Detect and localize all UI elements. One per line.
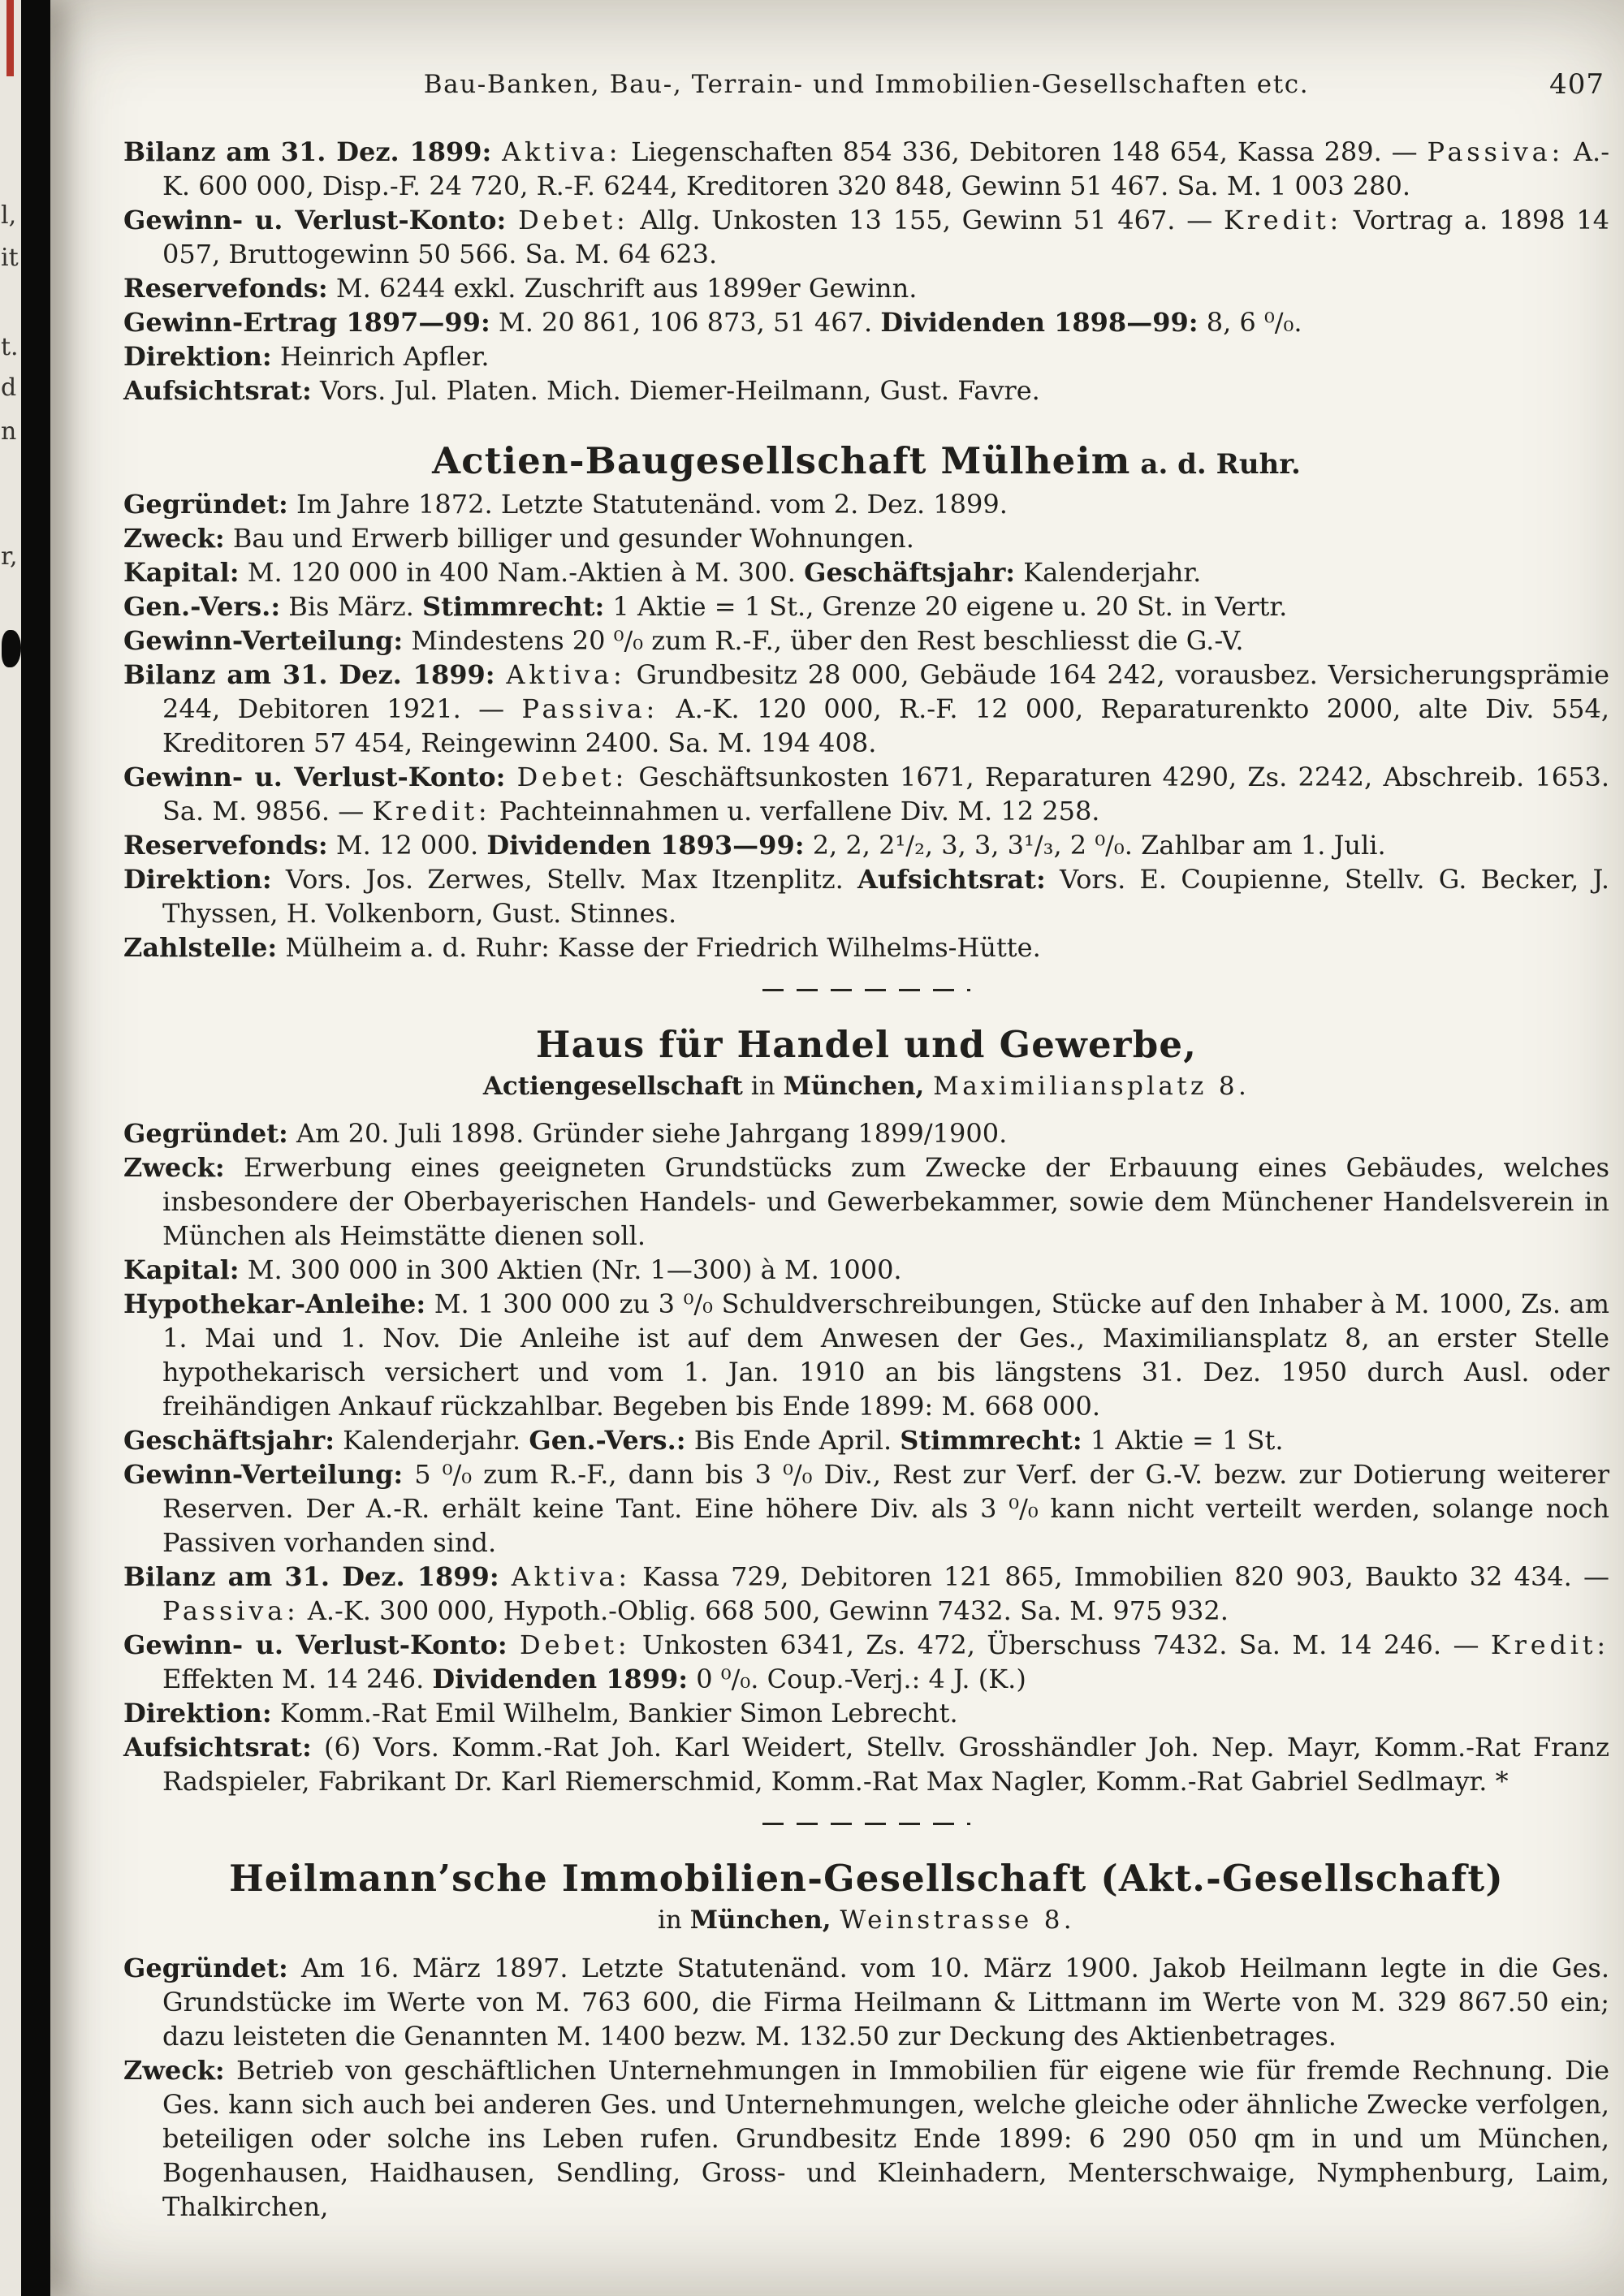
text-run: Kredit: <box>1490 1629 1610 1661</box>
margin-bleed-char: n <box>1 417 17 446</box>
text-run: Gen.-Vers.: <box>123 590 281 622</box>
text-run: Reservefonds: <box>123 829 328 861</box>
entry-paragraph <box>123 1457 1609 1560</box>
entry-paragraph <box>123 373 1609 408</box>
text-run: Am 20. Juli 1898. Gründer siehe Jahrgang 1899/1900. <box>287 1118 1008 1150</box>
heading-run: Actien-Baugesellschaft Mülheim <box>432 439 1131 482</box>
entry-paragraph <box>123 624 1609 658</box>
text-run: Geschäftsunkosten 1671, Reparaturen 4290, Zs. 2242, Abschreib. 1653. Sa. M. 9856. — <box>162 761 1610 826</box>
text-run: Gewinn-Verteilung: <box>123 624 404 656</box>
text-run: Am 16. März 1897. Letzte Statutenänd. vom 10. März 1900. Jakob Heilmann legte in die Ges. Grundstücke im Werte von M. 763 600, die Firma Heilmann & Littmann im Werte von M. 329 867.50 ein; dazu leisteten die Genannten M. 1400 bezw. M. 132.50 zur Deckung des Aktienbetrages. <box>162 1952 1609 2052</box>
heading-run: München, <box>689 1905 840 1935</box>
heading-run: Maximiliansplatz 8. <box>933 1071 1250 1101</box>
heading-run: a. d. Ruhr. <box>1130 448 1301 481</box>
entry-paragraph <box>123 555 1609 589</box>
heading-run: Haus für Handel und Gewerbe, <box>535 1022 1198 1066</box>
entry-paragraph <box>123 658 1609 760</box>
entry-paragraph <box>123 1730 1609 1798</box>
page-body <box>123 135 1609 2224</box>
text-run: 0 ⁰/₀. Coup.-Verj.: 4 J. (K.) <box>688 1664 1026 1695</box>
text-run: Gewinn-Verteilung: <box>123 1459 404 1491</box>
text-run: Gegründet: <box>123 488 288 520</box>
margin-bleed-char: l, <box>1 201 17 230</box>
text-run: Aktiva: <box>506 658 626 690</box>
entry-paragraph <box>123 271 1609 305</box>
text-run: Direktion: <box>123 341 272 372</box>
entry-paragraph <box>123 135 1609 203</box>
text-run: Im Jahre 1872. Letzte Statutenänd. vom 2. Dez. 1899. <box>287 488 1008 520</box>
text-run: Kapital: <box>123 556 240 588</box>
company-entry <box>123 1024 1609 1799</box>
entry-paragraph <box>123 1628 1609 1696</box>
text-run: Aktiva: <box>511 1561 631 1593</box>
text-run: Dividenden 1893—99: <box>486 829 805 861</box>
text-run: 1 Aktie = 1 St., Grenze 20 eigene u. 20 St. in Vertr. <box>604 590 1288 622</box>
text-run: Stimmrecht: <box>421 590 605 622</box>
entry-paragraph <box>123 1423 1609 1457</box>
text-run: Aktiva: <box>502 136 622 167</box>
text-run: Vors. E. Coupienne, Stellv. G. Becker, J. Thyssen, H. Volkenborn, Gust. Stinnes. <box>162 863 1609 929</box>
entry-paragraph <box>123 521 1609 555</box>
text-run: 1 Aktie = 1 St. <box>1082 1425 1284 1457</box>
text-run: Zweck: <box>123 522 225 554</box>
text-run: Betrieb von geschäftlichen Unternehmungen in Immobilien für eigene wie für fremde Rechnung. Die Ges. kann sich auch bei anderen Ges. und Unternehmungen, welche gleiche oder ähnliche Zwecke verfolgen, beteiligen oder solche ins Leben rufen. Grundbesitz Ende 1899: 6 290 050 qm in und um München, Bogenhausen, Haidhausen, Sendling, Gross- und Kleinhadern, Menterschwaige, Nymphenburg, Laim, Thalkirchen, <box>162 2054 1609 2222</box>
text-run: Bis März. <box>280 590 422 622</box>
entry-paragraph <box>123 1150 1609 1253</box>
text-run: Passiva: <box>162 1595 300 1627</box>
entry-paragraph <box>123 203 1609 271</box>
text-run: Vortrag a. 1898 14 057, Bruttogewinn 50 566. Sa. M. 64 623. <box>162 205 1610 270</box>
text-run: Gewinn-Ertrag 1897—99: <box>123 307 490 338</box>
text-run: Gewinn- u. Verlust-Konto: <box>123 761 517 792</box>
text-run: Dividenden 1898—99: <box>880 307 1199 338</box>
company-heading <box>123 1858 1609 1900</box>
text-run: Pachteinnahmen u. verfallene Div. M. 12 258. <box>490 795 1100 826</box>
text-run: M. 1 300 000 zu 3 ⁰/₀ Schuldverschreibungen, Stücke auf den Inhaber à M. 1000, Zs. am 1. Mai und 1. Nov. Die Anleihe ist auf dem Anwesen der Ges., Maximiliansplatz 8, an erster Stelle hypothekarisch versichert und vom 1. Jan. 1910 an bis längstens 31. Dez. 1950 durch Ausl. oder freihändigen Ankauf rückzahlbar. Begeben bis Ende 1899: M. 668 000. <box>162 1288 1609 1422</box>
text-run: Direktion: <box>123 863 272 895</box>
margin-bleed-text <box>0 0 21 2296</box>
entry-paragraph <box>123 1116 1609 1150</box>
text-run: Kapital: <box>123 1254 240 1286</box>
margin-bleed-char: t. <box>1 333 19 361</box>
heading-run: Weinstrasse 8. <box>840 1905 1075 1935</box>
entry-paragraph <box>123 487 1609 521</box>
entry-paragraph <box>123 1696 1609 1730</box>
section-divider <box>762 989 970 991</box>
text-run: Hypothekar-Anleihe: <box>123 1288 426 1320</box>
text-run: Aufsichtsrat: <box>123 375 312 406</box>
text-run: Bilanz am 31. Dez. 1899: <box>123 136 503 167</box>
text-run: Passiva: <box>521 693 659 724</box>
entry-paragraph <box>123 1287 1609 1423</box>
text-run: Reservefonds: <box>123 273 328 304</box>
text-run: Kredit: <box>1224 205 1343 235</box>
text-run: Gewinn- u. Verlust-Konto: <box>123 1629 520 1661</box>
text-run: A.-K. 120 000, R.-F. 12 000, Reparaturenkto 2000, alte Div. 554, Kreditoren 57 454, Reingewinn 2400. Sa. M. 194 408. <box>162 693 1610 758</box>
heading-run: Actiengesellschaft <box>482 1071 743 1101</box>
text-run: Gegründet: <box>123 1118 288 1150</box>
text-run: Allg. Unkosten 13 155, Gewinn 51 467. — <box>628 205 1224 235</box>
text-run: Heinrich Apfler. <box>271 341 490 372</box>
heading-run: in <box>742 1071 784 1101</box>
entry-paragraph <box>123 862 1609 930</box>
entry-paragraph <box>123 305 1609 339</box>
text-run: Gewinn- u. Verlust-Konto: <box>123 205 519 235</box>
entry-paragraph <box>123 1560 1609 1628</box>
text-run: Debet: <box>516 761 628 792</box>
company-subheading <box>123 1905 1609 1936</box>
text-run: Direktion: <box>123 1698 272 1729</box>
margin-bleed-char: it <box>1 244 19 272</box>
text-run: Geschäftsjahr: <box>123 1425 335 1457</box>
text-run: Gen.-Vers.: <box>529 1425 686 1457</box>
text-run: 2, 2, 2¹/₂, 3, 3, 3¹/₃, 2 ⁰/₀. Zahlbar am 1. Juli. <box>804 829 1386 861</box>
entry-paragraph <box>123 1951 1609 2053</box>
page-number: 407 <box>1549 68 1605 101</box>
entry-paragraph <box>123 339 1609 373</box>
company-heading <box>123 440 1609 482</box>
text-run: 5 ⁰/₀ zum R.-F., dann bis 3 ⁰/₀ Div., Rest zur Verf. der G.-V. bezw. zur Dotierung weiterer Reserven. Der A.-R. erhält keine Tant. Eine höhere Div. als 3 ⁰/₀ kann nicht verteilt werden, solange noch Passiven vorhanden sind. <box>162 1459 1609 1559</box>
text-run: Komm.-Rat Emil Wilhelm, Bankier Simon Lebrecht. <box>271 1698 958 1729</box>
text-run: Debet: <box>520 1629 631 1661</box>
text-run: Unkosten 6341, Zs. 472, Überschuss 7432. Sa. M. 14 246. — <box>630 1629 1491 1661</box>
heading-run: Heilmann’sche Immobilien-Gesellschaft (Akt.-Gesellschaft) <box>229 1857 1504 1901</box>
entry-paragraph <box>123 930 1609 965</box>
scan-gutter-shadow <box>21 0 50 2296</box>
entry-paragraph <box>123 760 1609 828</box>
text-run: Mindestens 20 ⁰/₀ zum R.-F., über den Rest beschliesst die G.-V. <box>403 624 1244 656</box>
text-run: Zweck: <box>123 2054 225 2086</box>
text-run: Dividenden 1899: <box>432 1664 689 1695</box>
text-run: 8, 6 ⁰/₀. <box>1198 307 1302 338</box>
entry-paragraph <box>123 2053 1609 2224</box>
entry-paragraph <box>123 1253 1609 1287</box>
text-run: M. 20 861, 106 873, 51 467. <box>490 307 881 338</box>
company-subheading <box>123 1071 1609 1103</box>
running-head <box>123 70 1609 99</box>
text-run: Stimmrecht: <box>900 1425 1082 1457</box>
text-run: M. 300 000 in 300 Aktien (Nr. 1—300) à M. 1000. <box>239 1254 902 1286</box>
text-run: Bau und Erwerb billiger und gesunder Wohnungen. <box>224 522 914 554</box>
margin-bleed-char: d <box>1 373 17 402</box>
text-run: Bilanz am 31. Dez. 1899: <box>123 1561 512 1593</box>
text-run: Zahlstelle: <box>123 931 278 963</box>
text-run: Mülheim a. d. Ruhr: Kasse der Friedrich Wilhelms-Hütte. <box>277 931 1041 963</box>
text-run: Liegenschaften 854 336, Debitoren 148 654, Kassa 289. — <box>621 136 1427 167</box>
text-run: Zweck: <box>123 1152 225 1184</box>
text-run: Kassa 729, Debitoren 121 865, Immobilien 820 903, Baukto 32 434. — <box>630 1561 1610 1593</box>
section-divider <box>762 1823 970 1825</box>
text-run: Effekten M. 14 246. <box>162 1664 433 1695</box>
text-run: Geschäftsjahr: <box>804 556 1016 588</box>
text-run: Bis Ende April. <box>685 1425 901 1457</box>
heading-run: in <box>658 1905 690 1935</box>
entry-paragraph <box>123 589 1609 624</box>
heading-run: München, <box>783 1071 934 1101</box>
text-run: Vors. Jos. Zerwes, Stellv. Max Itzenplitz. <box>271 863 857 895</box>
company-heading <box>123 1024 1609 1066</box>
running-head-title: Bau-Banken, Bau-, Terrain- und Immobilien-Gesellschaften etc. <box>423 70 1310 99</box>
company-entry <box>123 1858 1609 2224</box>
text-run: Grundbesitz 28 000, Gebäude 164 242, vorausbez. Versicherungsprämie 244, Debitoren 1921. — <box>162 658 1610 724</box>
text-run: M. 12 000. <box>327 829 487 861</box>
text-run: Aufsichtsrat: <box>857 863 1046 895</box>
text-run: A.-K. 600 000, Disp.-F. 24 720, R.-F. 6244, Kreditoren 320 848, Gewinn 51 467. Sa. M. 1 003 280. <box>162 136 1610 201</box>
text-run: (6) Vors. Komm.-Rat Joh. Karl Weidert, Stellv. Grosshändler Joh. Nep. Mayr, Komm.-Rat Franz Radspieler, Fabrikant Dr. Karl Riemerschmid, Komm.-Rat Max Nagler, Komm.-Rat Gabriel Sedlmayr. * <box>162 1732 1609 1798</box>
text-run: Kalenderjahr. <box>335 1425 529 1457</box>
text-run: Bilanz am 31. Dez. 1899: <box>123 658 507 690</box>
company-entry <box>123 440 1609 965</box>
text-run: M. 6244 exkl. Zuschrift aus 1899er Gewinn. <box>327 273 918 304</box>
text-run: Kalenderjahr. <box>1015 556 1202 588</box>
text-run: Gegründet: <box>123 1952 288 1983</box>
text-run: Passiva: <box>1427 136 1565 167</box>
entry-paragraph <box>123 828 1609 862</box>
text-run: A.-K. 300 000, Hypoth.-Oblig. 668 500, Gewinn 7432. Sa. M. 975 932. <box>299 1595 1229 1627</box>
text-run: Kredit: <box>372 795 491 826</box>
margin-bleed-char: r, <box>1 542 18 571</box>
text-run: Vors. Jul. Platen. Mich. Diemer-Heilmann, Gust. Favre. <box>311 375 1040 406</box>
text-run: M. 120 000 in 400 Nam.-Aktien à M. 300. <box>239 556 805 588</box>
company-entry <box>123 135 1609 408</box>
text-run: Debet: <box>518 205 629 235</box>
text-run: Aufsichtsrat: <box>123 1732 312 1763</box>
text-run: Erwerbung eines geeigneten Grundstücks zum Zwecke der Erbauung eines Gebäudes, welches insbesondere der Oberbayerischen Handels- und Gewerbekammer, sowie dem Münchener Handelsverein in München als Heimstätte dienen soll. <box>162 1152 1609 1252</box>
